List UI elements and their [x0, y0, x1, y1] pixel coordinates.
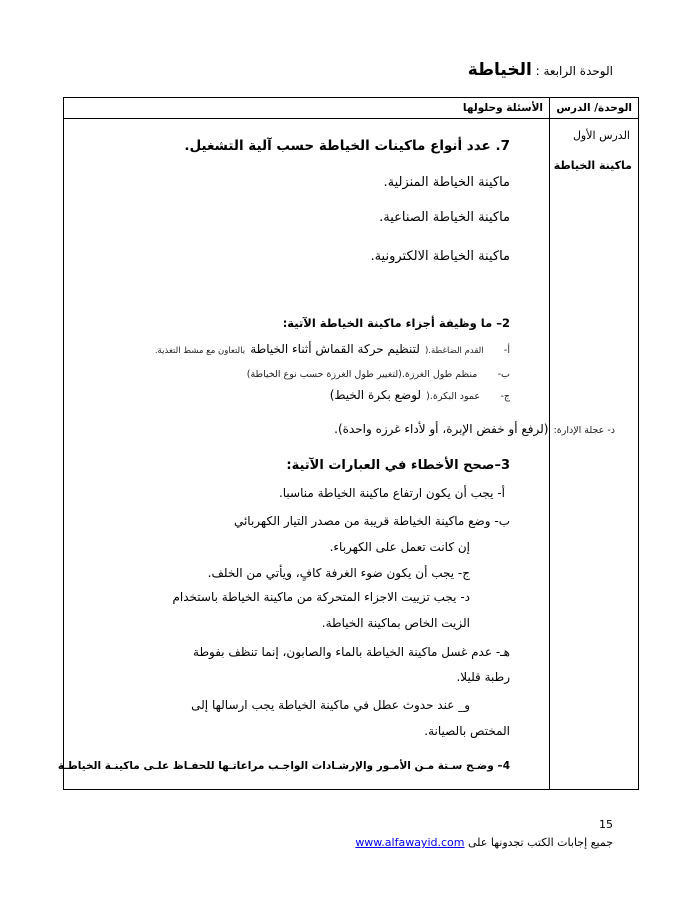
q3-item-e-line2: رطبة قليلا.	[456, 670, 510, 684]
unit-heading	[468, 60, 613, 80]
lesson-label: الدرس الأول	[572, 129, 630, 142]
q3-item-a: أ- يجب أن يكون ارتفاع ماكينة الخياطة مناسبا.	[278, 486, 505, 500]
lesson-cell	[550, 119, 639, 790]
footer-link[interactable]: www.alfawayid.com	[355, 836, 465, 849]
q2-item-d: د- عجلة الإدارة: (لرفع أو خفض الإبرة، أو لأداء غرزه واحدة).	[334, 422, 615, 436]
col-questions-header: الأسئلة وحلولها	[64, 98, 550, 119]
q3-item-f-line2: المختص بالصيانة.	[424, 724, 510, 738]
q4-title: 4– وضـح سـتة مـن الأمـور والإرشـادات الواجـب مراعاتـها للحفـاظ علـى ماكينـة الخياطـة	[57, 760, 510, 772]
q7-answer-3: ماكينة الخياطة الالكترونية.	[370, 249, 510, 264]
q3-item-b-line1: ب- وضع ماكينة الخياطة قريبة من مصدر التيار الكهربائي	[233, 514, 510, 528]
q3-item-d-line2: الزيت الخاص بماكينة الخياطة.	[321, 616, 470, 630]
unit-label: الوحدة الرابعة :	[535, 64, 613, 78]
unit-title: الخياطة	[467, 60, 532, 80]
q3-item-d-line1: د- يجب تزييت الاجزاء المتحركة من ماكينة الخياطة باستخدام	[172, 590, 470, 604]
footer	[355, 836, 613, 849]
lesson-table	[63, 97, 639, 790]
q3-title: 3–صحح الأخطاء في العبارات الآتية:	[286, 458, 510, 473]
q2-item-b: ب- منظم طول الغرزة.(لتغيير طول الغرزة حسب نوع الخياطة)	[246, 369, 510, 380]
q7-answer-1: ماكينة الخياطة المنزلية.	[383, 175, 510, 190]
table-body-row	[64, 119, 639, 790]
lesson-name: ماكينة الخياطة	[553, 159, 632, 172]
q7-title: 7. عدد أنواع ماكينات الخياطة حسب آلية التشغيل.	[184, 138, 510, 154]
col-unit-lesson-header: الوحدة/ الدرس	[550, 98, 639, 119]
page-number: 15	[599, 818, 613, 831]
q2-item-c: ج- عمود البكرة.( لوضع بكرة الخيط)	[329, 388, 510, 402]
footer-text: جميع إجابات الكتب تجدونها على	[467, 836, 613, 849]
table-header-row	[64, 98, 639, 119]
q3-item-e-line1: هـ- عدم غسل ماكينة الخياطة بالماء والصابون، إنما تنظف بفوطة	[193, 645, 510, 659]
q2-title: 2– ما وظيفة أجزاء ماكينة الخياطة الآتية:	[282, 316, 510, 330]
q7-answer-2: ماكينة الخياطة الصناعية.	[379, 210, 510, 225]
q3-item-c: ج- يجب أن يكون ضوء الغرفة كافٍ، ويأتي من الخلف.	[207, 566, 470, 580]
q2-item-a: أ- القدم الضاغطة.( لتنظيم حركة القماش أثناء الخياطة بالتعاون مع مشط التغذية.	[154, 342, 510, 356]
q3-item-b-line2: إن كانت تعمل على الكهرباء.	[329, 540, 470, 554]
q3-item-f-line1: و_ عند حدوث عطل في ماكينة الخياطة يجب ارسالها إلى	[191, 698, 470, 712]
